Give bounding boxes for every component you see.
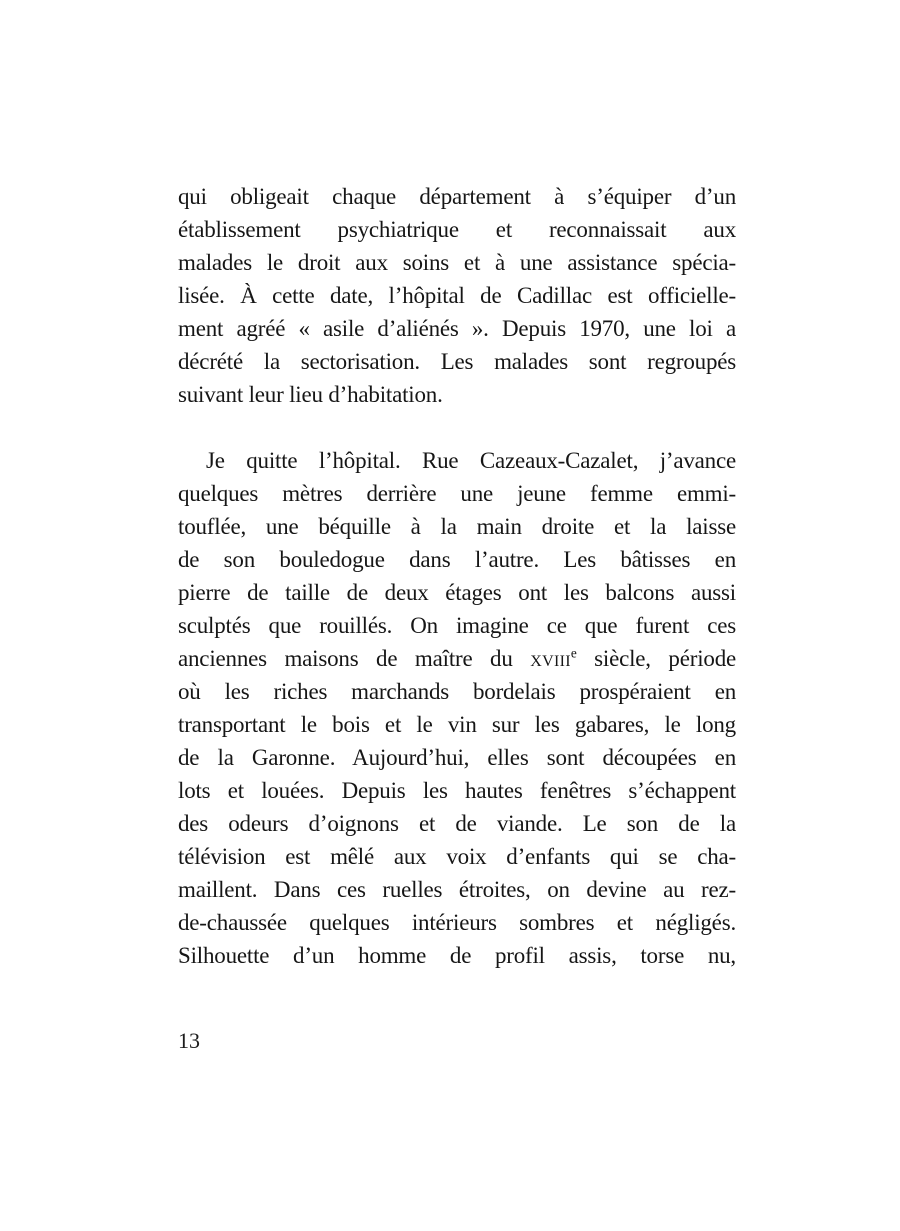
text-line: qui obligeait chaque département à s’équiper d’un [178, 184, 736, 209]
text-line: sculptés que rouillés. On imagine ce que furent ces [178, 613, 736, 638]
paragraph [178, 444, 736, 972]
smallcaps-text: xviii [530, 646, 571, 671]
text-line: établissement psychiatrique et reconnaissait aux [178, 217, 736, 242]
text-line: malades le droit aux soins et à une assistance spécia- [178, 250, 736, 275]
text-line: de son bouledogue dans l’autre. Les bâtisses en [178, 547, 736, 572]
text-segment: siècle, période [576, 646, 737, 671]
text-line: de-chaussée quelques intérieurs sombres et négligés. [178, 910, 736, 935]
text-line: pierre de taille de deux étages ont les balcons aussi [178, 580, 736, 605]
text-line: maillent. Dans ces ruelles étroites, on devine au rez- [178, 877, 736, 902]
text-line: Je quitte l’hôpital. Rue Cazeaux-Cazalet, j’avance [206, 448, 736, 473]
text-line: où les riches marchands bordelais prospéraient en [178, 679, 736, 704]
text-line: touflée, une béquille à la main droite et la laisse [178, 514, 736, 539]
text-line: lots et louées. Depuis les hautes fenêtres s’échappent [178, 778, 736, 803]
text-line: de la Garonne. Aujourd’hui, elles sont découpées en [178, 745, 736, 770]
text-line: transportant le bois et le vin sur les gabares, le long [178, 712, 736, 737]
text-line [178, 642, 736, 675]
page-number: 13 [178, 1028, 200, 1053]
text-line: quelques mètres derrière une jeune femme emmi- [178, 481, 736, 506]
text-block [178, 180, 736, 972]
text-line: ment agréé « asile d’aliénés ». Depuis 1970, une loi a [178, 316, 736, 341]
text-line: Silhouette d’un homme de profil assis, torse nu, [178, 943, 736, 968]
text-line: des odeurs d’oignons et de viande. Le son de la [178, 811, 736, 836]
sup-text: e [570, 645, 577, 661]
text-line: suivant leur lieu d’habitation. [178, 382, 443, 407]
paragraph [178, 180, 736, 411]
text-segment: anciennes maisons de maître du [178, 646, 531, 671]
text-line: télévision est mêlé aux voix d’enfants qui se cha- [178, 844, 736, 869]
text-line: lisée. À cette date, l’hôpital de Cadillac est officielle- [178, 283, 736, 308]
text-line: décrété la sectorisation. Les malades sont regroupés [178, 349, 736, 374]
